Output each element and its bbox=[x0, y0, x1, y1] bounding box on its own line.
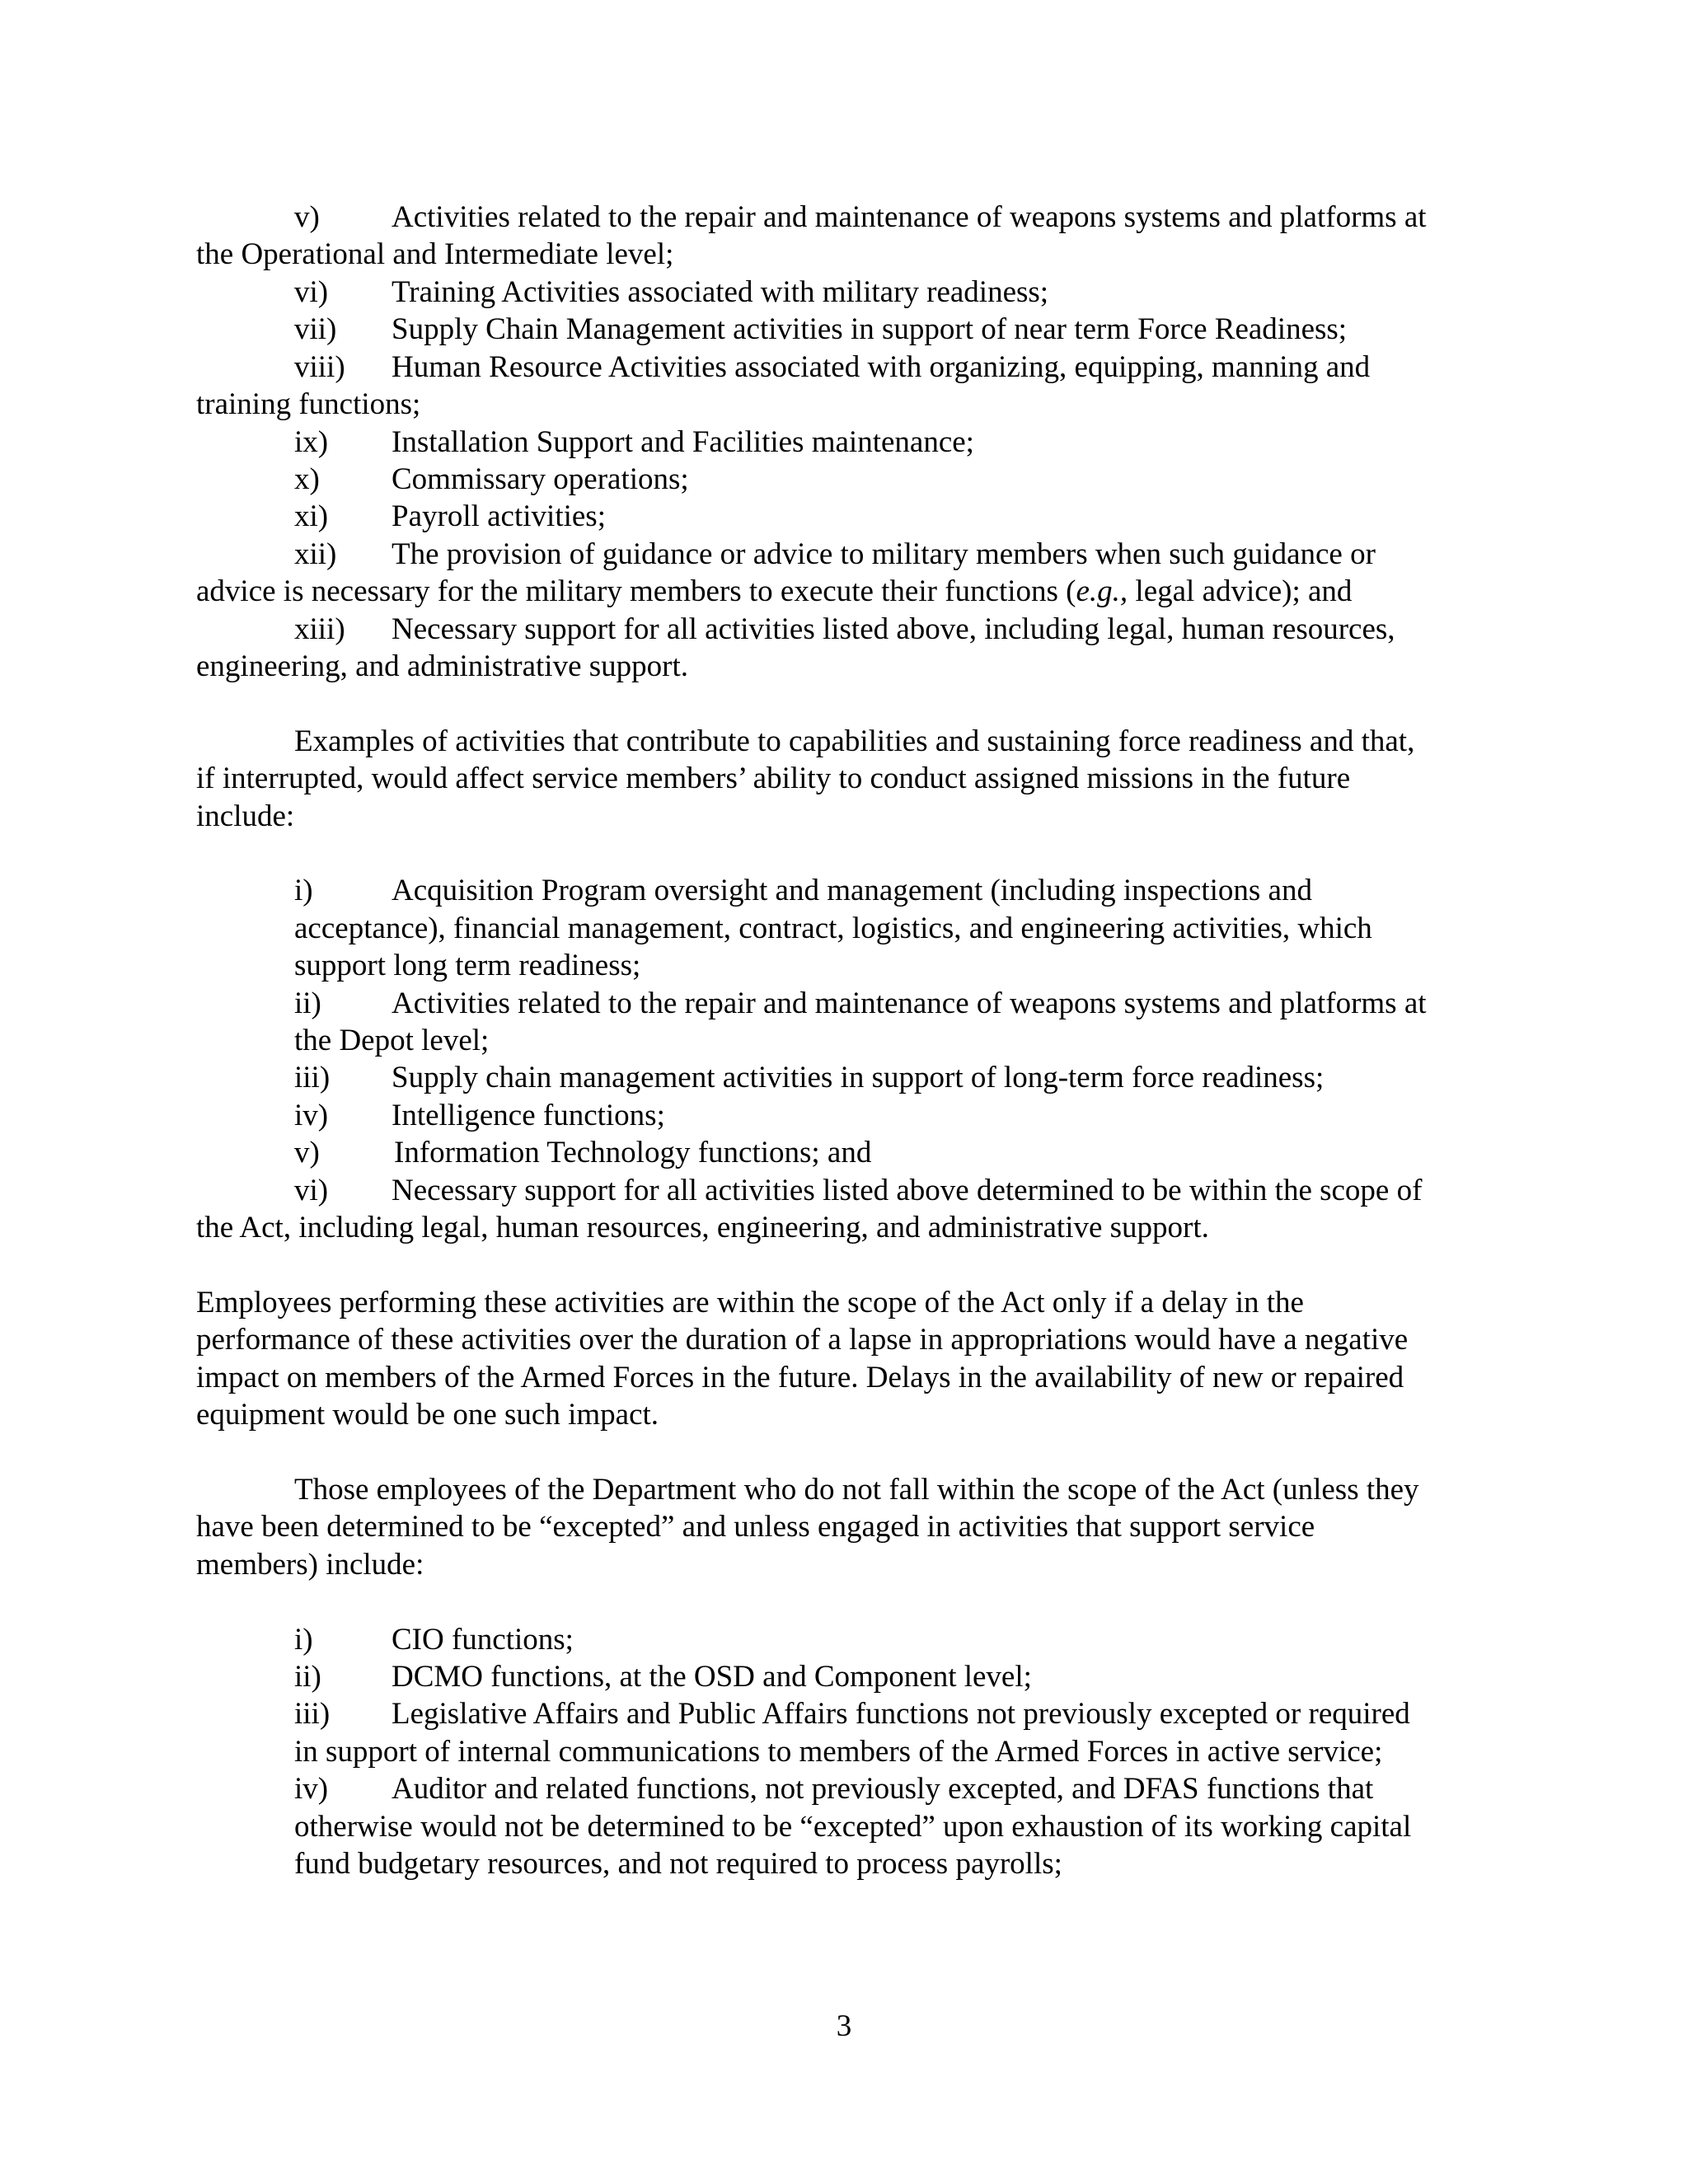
list-number: v) bbox=[294, 1136, 320, 1169]
list-item-text: The provision of guidance or advice to military members when such guidance or bbox=[392, 537, 1376, 571]
paragraph-line: impact on members of the Armed Forces in the future. Delays in the availability of new or repaired bbox=[196, 1361, 1404, 1394]
paragraph-line: Examples of activities that contribute to capabilities and sustaining force readiness and that, bbox=[294, 724, 1415, 758]
list-number: vi) bbox=[294, 1174, 329, 1207]
paragraph-line: performance of these activities over the duration of a lapse in appropriations would have a negative bbox=[196, 1323, 1409, 1357]
list-item-text: CIO functions; bbox=[392, 1623, 574, 1657]
list-item-continuation: otherwise would not be determined to be “excepted” upon exhaustion of its working capital bbox=[294, 1810, 1412, 1844]
paragraph-line: have been determined to be “excepted” and unless engaged in activities that support service bbox=[196, 1510, 1315, 1544]
list-item-text: Supply chain management activities in support of long-term force readiness; bbox=[392, 1061, 1325, 1094]
list-item-text: Acquisition Program oversight and management (including inspections and bbox=[392, 874, 1312, 907]
list-item-continuation: the Act, including legal, human resources, engineering, and administrative support. bbox=[196, 1211, 1209, 1244]
list-item-text: Intelligence functions; bbox=[392, 1099, 665, 1132]
list-item-continuation: training functions; bbox=[196, 387, 421, 421]
list-number: i) bbox=[294, 1623, 313, 1657]
list-item-text: DCMO functions, at the OSD and Component level; bbox=[392, 1660, 1032, 1694]
paragraph-line: if interrupted, would affect service members’ ability to conduct assigned missions in the future bbox=[196, 762, 1351, 795]
list-item-text: Necessary support for all activities listed above, including legal, human resources, bbox=[392, 612, 1395, 646]
list-item-continuation: the Depot level; bbox=[294, 1024, 490, 1057]
list-item-text: Payroll activities; bbox=[392, 499, 606, 533]
list-item-text: Activities related to the repair and maintenance of weapons systems and platforms at bbox=[392, 200, 1427, 234]
list-item-continuation: acceptance), financial management, contract, logistics, and engineering activities, which bbox=[294, 912, 1372, 945]
list-number: ii) bbox=[294, 987, 321, 1020]
list-number: ix) bbox=[294, 425, 329, 459]
paragraph-line: members) include: bbox=[196, 1548, 424, 1582]
list-number: i) bbox=[294, 874, 313, 907]
emphasis-eg: e.g., bbox=[1076, 574, 1128, 608]
list-number: ii) bbox=[294, 1660, 321, 1694]
list-item-continuation: support long term readiness; bbox=[294, 949, 641, 982]
list-item-text: Human Resource Activities associated with organizing, equipping, manning and bbox=[392, 350, 1371, 384]
list-number: xiii) bbox=[294, 612, 345, 646]
list-item-text: Necessary support for all activities listed above determined to be within the scope of bbox=[392, 1174, 1423, 1207]
list-number: xi) bbox=[294, 499, 329, 533]
paragraph-line: Employees performing these activities are within the scope of the Act only if a delay in the bbox=[196, 1286, 1304, 1319]
list-number: v) bbox=[294, 200, 320, 234]
continuation-part: advice is necessary for the military members to execute their functions ( bbox=[196, 574, 1076, 608]
list-item-text: Commissary operations; bbox=[392, 462, 689, 496]
list-number: vii) bbox=[294, 312, 337, 346]
list-number: x) bbox=[294, 462, 320, 496]
list-item-continuation: fund budgetary resources, and not required to process payrolls; bbox=[294, 1847, 1062, 1881]
continuation-part: legal advice); and bbox=[1128, 574, 1353, 608]
list-item-text: Auditor and related functions, not previously excepted, and DFAS functions that bbox=[392, 1772, 1374, 1806]
list-item-continuation: the Operational and Intermediate level; bbox=[196, 237, 674, 271]
list-item-continuation: engineering, and administrative support. bbox=[196, 649, 688, 683]
list-item-text: Legislative Affairs and Public Affairs functions not previously excepted or required bbox=[392, 1697, 1410, 1731]
list-number: iv) bbox=[294, 1772, 329, 1806]
list-item-continuation bbox=[196, 576, 1352, 607]
list-item-text: Activities related to the repair and maintenance of weapons systems and platforms at bbox=[392, 987, 1427, 1020]
paragraph-line: include: bbox=[196, 799, 295, 833]
list-number: iii) bbox=[294, 1061, 331, 1094]
page-number: 3 bbox=[836, 2009, 852, 2043]
paragraph-line: Those employees of the Department who do not fall within the scope of the Act (unless they bbox=[294, 1473, 1419, 1507]
list-number: iii) bbox=[294, 1697, 331, 1731]
list-item-text: Training Activities associated with military readiness; bbox=[392, 275, 1049, 309]
list-number: viii) bbox=[294, 350, 345, 384]
list-number: xii) bbox=[294, 537, 337, 571]
list-item-text: Installation Support and Facilities maintenance; bbox=[392, 425, 974, 459]
paragraph-line: equipment would be one such impact. bbox=[196, 1398, 659, 1432]
list-item-text: Supply Chain Management activities in support of near term Force Readiness; bbox=[392, 312, 1348, 346]
list-number: iv) bbox=[294, 1099, 329, 1132]
list-number: vi) bbox=[294, 275, 329, 309]
list-item-text: Information Technology functions; and bbox=[394, 1136, 872, 1169]
list-item-continuation: in support of internal communications to members of the Armed Forces in active service; bbox=[294, 1735, 1383, 1769]
